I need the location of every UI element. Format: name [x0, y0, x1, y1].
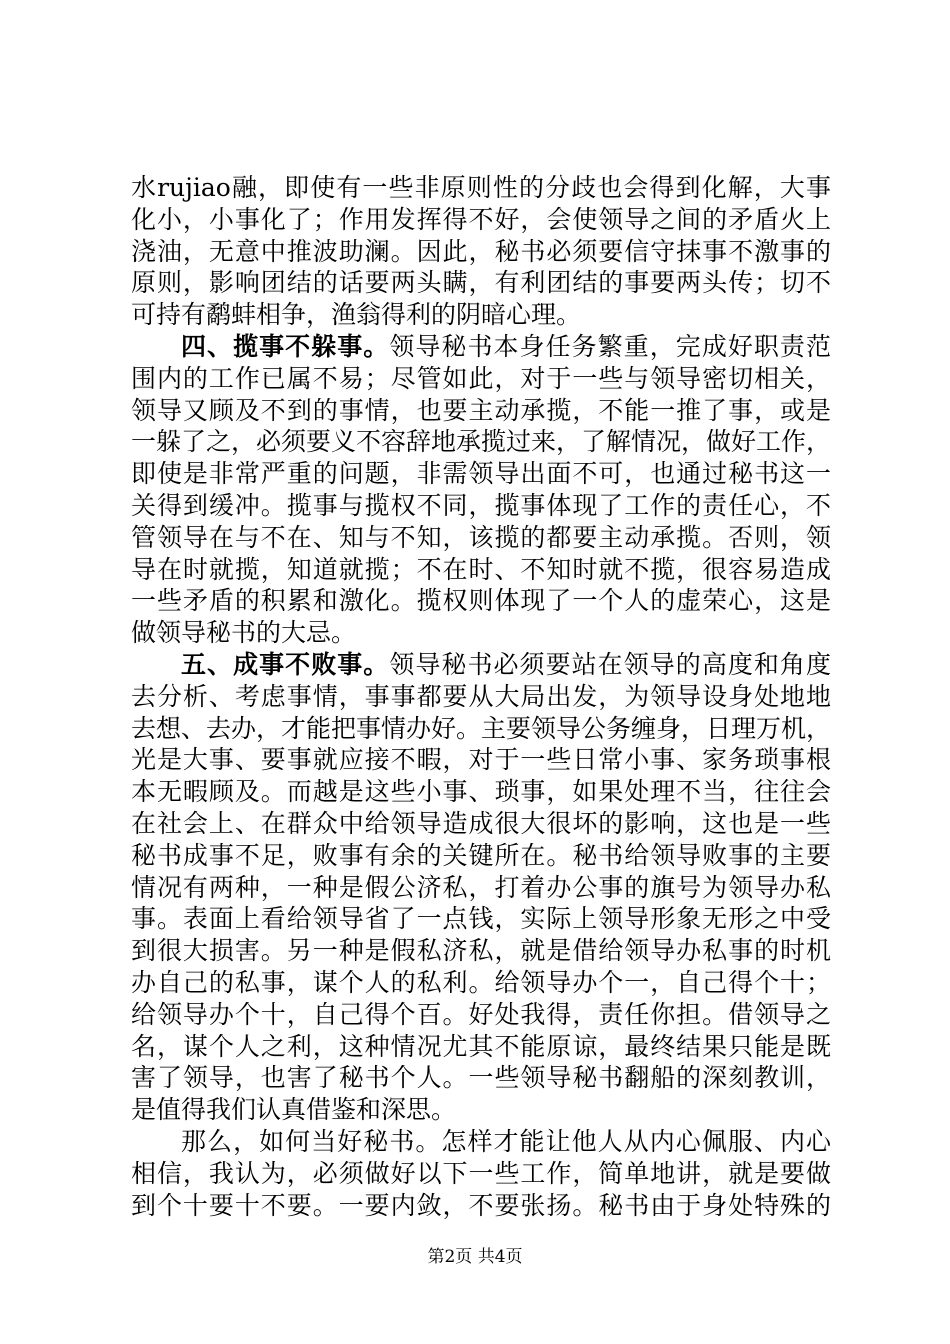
text-line: 可持有鹬蚌相争，渔翁得利的阴暗心理。 [131, 300, 582, 330]
text-line: 秘书成事不足，败事有余的关键所在。秘书给领导败事的主要 [131, 840, 831, 870]
text-line: 原则，影响团结的话要两头瞒，有利团结的事要两头传；切不 [131, 268, 831, 298]
text-span: 领导秘书本身任务繁重，完成好职责范 [389, 331, 831, 361]
text-line: 浇油，无意中推波助澜。因此，秘书必须要信守抹事不激事的 [131, 236, 831, 266]
text-line: 是值得我们认真借鉴和深思。 [131, 1095, 457, 1125]
text-line: 情况有两种，一种是假公济私，打着办公事的旗号为领导办私 [131, 872, 831, 902]
section-heading: 五、成事不败事。 [181, 649, 390, 679]
text-span: 领导秘书必须要站在领导的高度和角度 [389, 649, 831, 679]
text-line: 给领导办个十，自己得个百。好处我得，责任你担。借领导之 [131, 999, 831, 1029]
text-line: 化小，小事化了；作用发挥得不好，会使领导之间的矛盾火上 [131, 204, 831, 234]
section-heading: 四、揽事不躲事。 [181, 331, 390, 361]
text-line: 水rujiao融，即使有一些非原则性的分歧也会得到化解，大事 [131, 173, 831, 202]
text-line: 围内的工作已属不易；尽管如此，对于一些与领导密切相关， [131, 363, 831, 393]
section-first-line [131, 331, 831, 363]
text-line: 到很大损害。另一种是假私济私，就是借给领导办私事的时机 [131, 936, 831, 966]
page-number-footer: 第2页 共4页 [427, 1247, 523, 1267]
paragraph-first-line: 那么，如何当好秘书。怎样才能让他人从内心佩服、内心 [181, 1126, 831, 1156]
text-line: 一些矛盾的积累和激化。揽权则体现了一个人的虚荣心，这是 [131, 586, 831, 616]
text-line: 即使是非常严重的问题，非需领导出面不可，也通过秘书这一 [131, 459, 831, 489]
section-first-line [131, 649, 831, 681]
text-line: 领导又顾及不到的事情，也要主动承揽，不能一推了事，或是 [131, 395, 831, 425]
text-line: 导在时就揽，知道就揽；不在时、不知时就不揽，很容易造成 [131, 554, 831, 584]
text-line: 管领导在与不在、知与不知，该揽的都要主动承揽。否则，领 [131, 522, 831, 552]
text-line: 一躲了之，必须要义不容辞地承揽过来，了解情况，做好工作， [131, 427, 832, 457]
text-line: 到个十要十不要。一要内敛，不要张扬。秘书由于身处特殊的 [131, 1190, 831, 1220]
text-line: 名，谋个人之利，这种情况尤其不能原谅，最终结果只能是既 [131, 1031, 831, 1061]
text-line: 害了领导，也害了秘书个人。一些领导秘书翻船的深刻教训， [131, 1063, 831, 1093]
text-line: 做领导秘书的大忌。 [131, 618, 357, 648]
text-line: 相信，我认为，必须做好以下一些工作，简单地讲，就是要做 [131, 1158, 831, 1188]
text-line: 关得到缓冲。揽事与揽权不同，揽事体现了工作的责任心，不 [131, 490, 831, 520]
text-line: 事。表面上看给领导省了一点钱，实际上领导形象无形之中受 [131, 904, 831, 934]
text-line: 在社会上、在群众中给领导造成很大很坏的影响，这也是一些 [131, 808, 831, 838]
text-line: 去想、去办，才能把事情办好。主要领导公务缠身，日理万机， [131, 713, 832, 743]
text-line: 光是大事、要事就应接不暇，对于一些日常小事、家务琐事根 [131, 745, 831, 775]
document-body [131, 172, 831, 1221]
text-line: 去分析、考虑事情，事事都要从大局出发，为领导设身处地地 [131, 681, 831, 711]
text-line: 本无暇顾及。而越是这些小事、琐事，如果处理不当，往往会 [131, 777, 831, 807]
text-line: 办自己的私事，谋个人的私利。给领导办个一，自己得个十； [131, 967, 831, 997]
